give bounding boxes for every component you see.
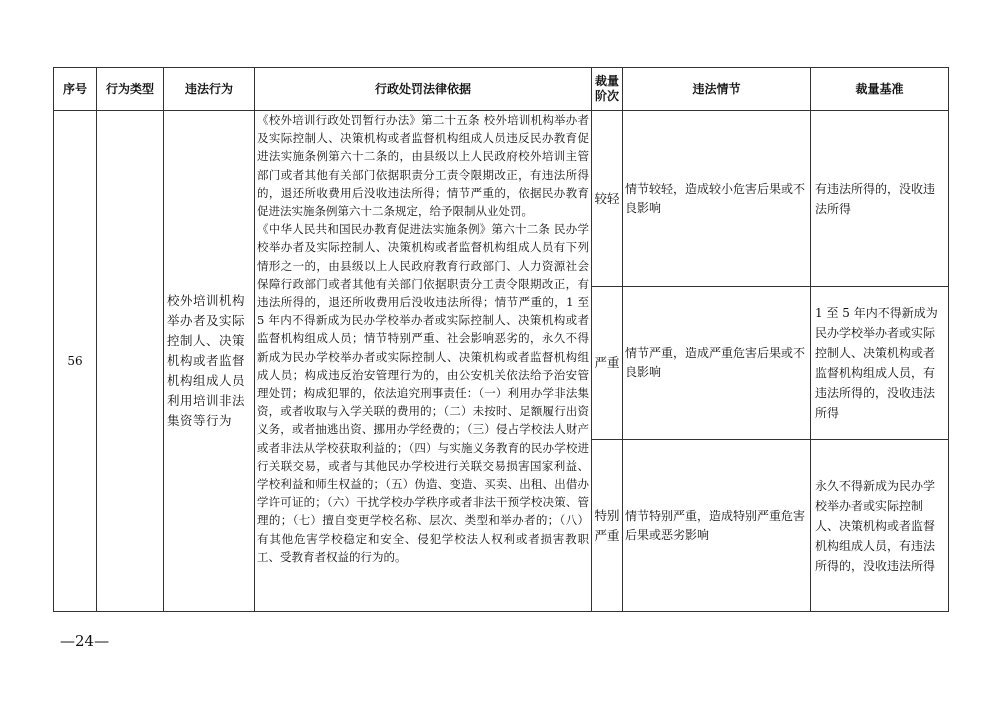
penalty-discretion-table — [53, 67, 949, 612]
header-standard: 裁量基准 — [811, 68, 949, 111]
tier-standard-cell: 1 至 5 年内不得新成为民办学校举办者或实际控制人、决策机构或者监督机构组成人员，有违法所得的，没收违法所得 — [811, 287, 949, 440]
tier-circumstance-cell: 情节严重，造成严重危害后果或不良影响 — [623, 287, 811, 440]
header-act: 违法行为 — [164, 68, 255, 111]
tier-level-cell: 严重 — [592, 287, 623, 440]
table-header-row — [54, 68, 949, 111]
header-circumstance: 违法情节 — [623, 68, 811, 111]
category-cell — [97, 111, 164, 612]
tier-circumstance-cell: 情节较轻，造成较小危害后果或不良影响 — [623, 111, 811, 287]
tier-standard-cell: 永久不得新成为民办学校举办者或实际控制人、决策机构或者监督机构组成人员，有违法所得的，没收违法所得 — [811, 440, 949, 612]
violation-act-cell: 校外培训机构举办者及实际控制人、决策机构或者监督机构组成人员利用培训非法集资等行为 — [164, 111, 255, 612]
header-seq: 序号 — [54, 68, 97, 111]
table-row — [54, 111, 949, 287]
header-category: 行为类型 — [97, 68, 164, 111]
tier-level-cell: 较轻 — [592, 111, 623, 287]
legal-basis-paragraph: 《校外培训行政处罚暂行办法》第二十五条 校外培训机构举办者及实际控制人、决策机构或者监督机构组成人员违反民办教育促进法实施条例第六十二条的，由县级以上人民政府校外培训主管部门或者其他有关部门依据职责分工责令限期改正，有违法所得的，退还所收费用后没收违法所得；情节严重的，依据民办教育促进法实施条例第六十二条规定，给予限制从业处罚。 — [257, 113, 589, 219]
tier-circumstance-cell: 情节特别严重，造成特别严重危害后果或恶劣影响 — [623, 440, 811, 612]
page-number: —24— — [60, 632, 110, 650]
tier-level-cell: 特别严重 — [592, 440, 623, 612]
legal-basis-paragraph: 《中华人民共和国民办教育促进法实施条例》第六十二条 民办学校举办者及实际控制人、决策机构或者监督机构组成人员有下列情形之一的，由县级以上人民政府教育行政部门、人力资源社会保障行政部门或者其他有关部门依据职责分工责令限期改正，有违法所得的，退还所收费用后没收违法所得；情节严重的，1 至 5 年内不得新成为民办学校举办者或实际控制人、决策机构或者监督机构组成人员；情节特别严重、社会影响恶劣的，永久不得新成为民办学校举办者或实际控制人、决策机构或者监督机构组成人员；构成违反治安管理行为的，由公安机关依法给予治安管理处罚；构成犯罪的，依法追究刑事责任：（一）利用办学非法集资，或者收取与入学关联的费用的；（二）未按时、足额履行出资义务，或者抽逃出资、挪用办学经费的；（三）侵占学校法人财产或者非法从学校获取利益的；（四）与实施义务教育的民办学校进行关联交易，或者与其他民办学校进行关联交易损害国家利益、学校利益和师生权益的；（五）伪造、变造、买卖、出租、出借办学许可证的；（六）干扰学校办学秩序或者非法干预学校决策、管理的；（七）擅自变更学校名称、层次、类型和举办者的；（八）有其他危害学校稳定和安全、侵犯学校法人权利或者损害教职工、受教育者权益的行为的。 — [257, 222, 589, 564]
header-law: 行政处罚法律依据 — [255, 68, 592, 111]
legal-basis-cell — [255, 111, 592, 612]
header-level: 裁量阶次 — [592, 68, 623, 111]
tier-standard-cell: 有违法所得的，没收违法所得 — [811, 111, 949, 287]
seq-cell: 56 — [54, 111, 97, 612]
